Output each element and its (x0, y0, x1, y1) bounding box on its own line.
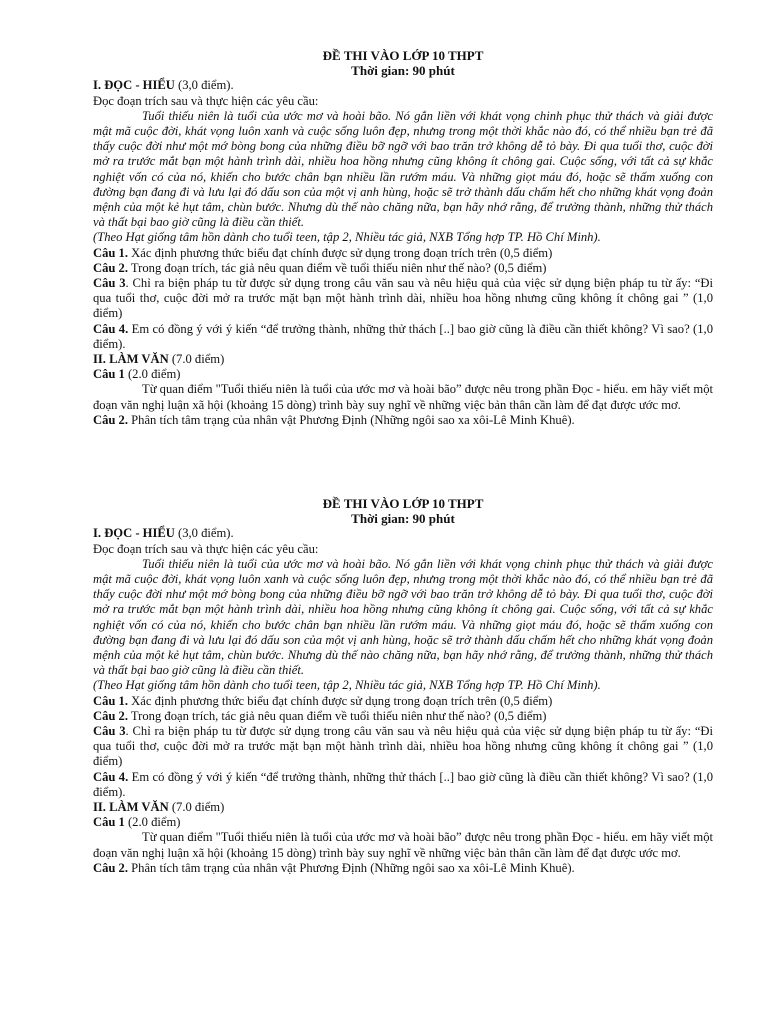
part2-heading-line (93, 352, 713, 367)
part1-heading: I. ĐỌC - HIỂU (93, 78, 175, 93)
essay-q2 (93, 861, 713, 876)
question-2 (93, 261, 713, 276)
essay-q1-text: Từ quan điểm "Tuổi thiếu niên là tuổi của ước mơ và hoài bão” được nêu trong phần Đọc - hiểu. em hãy viết một đoạn văn nghị luận xã hội (khoảng 15 dòng) trình bày suy nghĩ về những việc bản thân cần làm để đạt được ước mơ. (93, 382, 713, 412)
question-label: Câu 1. (93, 693, 128, 708)
question-text: Em có đồng ý với ý kiến “để trưởng thành, những thử thách [..] bao giờ cũng là điều cần thiết không? Vì sao? (1,0 điểm). (93, 321, 713, 351)
question-4 (93, 322, 713, 352)
question-label: Câu 3 (93, 724, 126, 739)
question-text: . Chỉ ra biện pháp tu từ được sử dụng trong câu văn sau và nêu hiệu quả của việc sử dụng biện pháp tu từ ấy: “Đi qua tuổi thơ, cuộc đời mở ra trước mặt bạn một hành trình dài, nhiều hoa hồng nhưng cũng không ít chông gai ” (1,0 điểm) (93, 724, 713, 769)
part1-heading-line (93, 78, 713, 93)
question-text: Xác định phương thức biểu đạt chính được sử dụng trong đoạn trích trên (0,5 điểm) (128, 693, 553, 708)
part2-points: (7.0 điểm) (168, 800, 225, 815)
part2-heading: II. LÀM VĂN (93, 800, 169, 815)
reading-passage: Tuổi thiếu niên là tuổi của ước mơ và hoài bão. Nó gắn liền với khát vọng chinh phục thử thách và giải được mật mã cuộc đời, khát vọng luôn xanh và cuộc sống luôn đẹp, nhưng trong một thời khắc nào đó, có thể nhiều bạn trẻ đã thấy cuộc đời như một mớ bòng bong của những điều bỡ ngỡ với bao trăn trở không dễ tỏ bày. Đi qua tuổi thơ, cuộc đời mở ra trước mắt bạn một hành trình dài, nhiều hoa hồng nhưng cũng không ít chông gai. Cuộc sống, với tất cả sự khắc nghiệt vốn có của nó, khiến cho bước chân bạn nhiều lần rướm máu. Và những giọt máu đó, hoặc sẽ thấm xuống con đường bạn đang đi và lưu lại đó dấu son của một vị anh hùng, hoặc sẽ trở thành dấu chấm hết cho những khát vọng đoản mệnh của một kẻ hụt tâm, chùn bước. Nhưng dù thế nào chăng nữa, bạn hãy nhớ rằng, để trưởng thành, những thử thách và thất bại bao giờ cũng là điều cần thiết. (93, 108, 713, 230)
essay-q1-points: (2.0 điểm) (124, 815, 181, 830)
essay-q1-heading (93, 815, 713, 830)
part1-instruction: Đọc đoạn trích sau và thực hiện các yêu cầu: (93, 541, 319, 556)
question-1 (93, 246, 713, 261)
essay-q2-text: Phân tích tâm trạng của nhân vật Phương Định (Những ngôi sao xa xôi-Lê Minh Khuê). (128, 860, 575, 875)
question-text: Trong đoạn trích, tác giả nêu quan điểm về tuổi thiếu niên như thế nào? (0,5 điểm) (128, 708, 547, 723)
question-3 (93, 276, 713, 322)
part1-heading-line (93, 526, 713, 541)
essay-q1-text: Từ quan điểm "Tuổi thiếu niên là tuổi của ước mơ và hoài bão” được nêu trong phần Đọc - hiểu. em hãy viết một đoạn văn nghị luận xã hội (khoảng 15 dòng) trình bày suy nghĩ về những việc bản thân cần làm để đạt được ước mơ. (93, 830, 713, 860)
question-4 (93, 770, 713, 800)
exam-title: ĐỀ THI VÀO LỚP 10 THPT (322, 496, 484, 511)
question-label: Câu 4. (93, 769, 129, 784)
essay-q1-label: Câu 1 (93, 367, 125, 382)
question-label: Câu 1. (93, 245, 128, 260)
part2-points: (7.0 điểm) (168, 352, 225, 367)
part1-points: (3,0 điểm). (174, 526, 234, 541)
question-label: Câu 2. (93, 708, 128, 723)
passage-source: (Theo Hạt giống tâm hồn dành cho tuổi teen, tập 2, Nhiều tác giả, NXB Tổng hợp TP. Hồ Chí Minh). (93, 678, 601, 693)
essay-q1-label: Câu 1 (93, 815, 125, 830)
question-text: . Chỉ ra biện pháp tu từ được sử dụng trong câu văn sau và nêu hiệu quả của việc sử dụng biện pháp tu từ ấy: “Đi qua tuổi thơ, cuộc đời mở ra trước mặt bạn một hành trình dài, nhiều hoa hồng nhưng cũng không ít chông gai ” (1,0 điểm) (93, 276, 713, 321)
question-2 (93, 709, 713, 724)
essay-q1-points: (2.0 điểm) (124, 367, 181, 382)
exam-copy-2 (93, 496, 713, 876)
exam-duration: Thời gian: 90 phút (351, 63, 455, 79)
essay-q2-text: Phân tích tâm trạng của nhân vật Phương Định (Những ngôi sao xa xôi-Lê Minh Khuê). (128, 412, 575, 427)
question-text: Trong đoạn trích, tác giả nêu quan điểm về tuổi thiếu niên như thế nào? (0,5 điểm) (128, 260, 547, 275)
part1-instruction: Đọc đoạn trích sau và thực hiện các yêu cầu: (93, 93, 319, 108)
question-label: Câu 4. (93, 321, 129, 336)
question-1 (93, 694, 713, 709)
question-label: Câu 3 (93, 276, 126, 291)
question-label: Câu 2. (93, 260, 128, 275)
essay-q2-label: Câu 2. (93, 860, 128, 875)
part2-heading-line (93, 800, 713, 815)
part1-heading: I. ĐỌC - HIỂU (93, 526, 175, 541)
question-text: Em có đồng ý với ý kiến “để trưởng thành, những thử thách [..] bao giờ cũng là điều cần thiết không? Vì sao? (1,0 điểm). (93, 769, 713, 799)
part2-heading: II. LÀM VĂN (93, 352, 169, 367)
essay-q2-label: Câu 2. (93, 412, 128, 427)
exam-duration: Thời gian: 90 phút (351, 511, 455, 527)
question-3 (93, 724, 713, 770)
exam-copy-1 (93, 48, 713, 428)
reading-passage: Tuổi thiếu niên là tuổi của ước mơ và hoài bão. Nó gắn liền với khát vọng chinh phục thử thách và giải được mật mã cuộc đời, khát vọng luôn xanh và cuộc sống luôn đẹp, nhưng trong một thời khắc nào đó, có thể nhiều bạn trẻ đã thấy cuộc đời như một mớ bòng bong của những điều bỡ ngỡ với bao trăn trở không dễ tỏ bày. Đi qua tuổi thơ, cuộc đời mở ra trước mắt bạn một hành trình dài, nhiều hoa hồng nhưng cũng không ít chông gai. Cuộc sống, với tất cả sự khắc nghiệt vốn có của nó, khiến cho bước chân bạn nhiều lần rướm máu. Và những giọt máu đó, hoặc sẽ thấm xuống con đường bạn đang đi và lưu lại đó dấu son của một vị anh hùng, hoặc sẽ trở thành dấu chấm hết cho những khát vọng đoản mệnh của một kẻ hụt tâm, chùn bước. Nhưng dù thế nào chăng nữa, bạn hãy nhớ rằng, để trưởng thành, những thử thách và thất bại bao giờ cũng là điều cần thiết. (93, 556, 713, 678)
part1-points: (3,0 điểm). (174, 78, 234, 93)
passage-source: (Theo Hạt giống tâm hồn dành cho tuổi teen, tập 2, Nhiều tác giả, NXB Tổng hợp TP. Hồ Chí Minh). (93, 230, 601, 245)
essay-q1-heading (93, 367, 713, 382)
essay-q2 (93, 413, 713, 428)
exam-title: ĐỀ THI VÀO LỚP 10 THPT (322, 48, 484, 63)
question-text: Xác định phương thức biểu đạt chính được sử dụng trong đoạn trích trên (0,5 điểm) (128, 245, 553, 260)
